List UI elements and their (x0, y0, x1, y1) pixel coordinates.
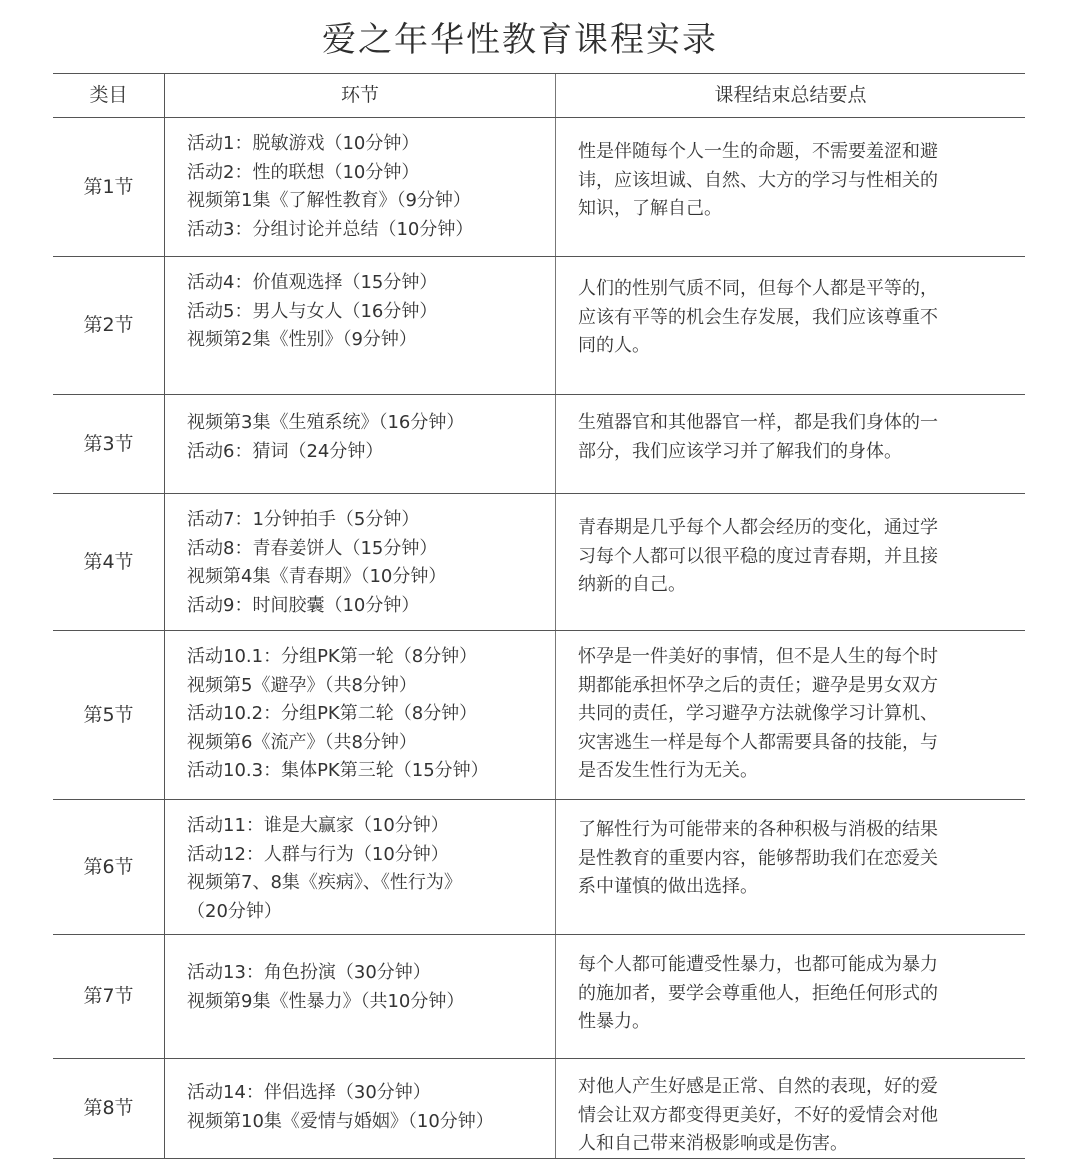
row-activities (165, 494, 556, 630)
table-row (53, 935, 1025, 1059)
row-summary (556, 395, 1025, 493)
summary-line: 部分，我们应该学习并了解我们的身体。 (578, 440, 902, 462)
table-header-row (53, 74, 1025, 118)
row-summary (556, 935, 1025, 1058)
row-category: 第2节 (53, 257, 165, 394)
activity-item: 活动10.2：分组PK第二轮（8分钟） (187, 703, 478, 724)
row-category: 第4节 (53, 494, 165, 630)
header-section: 环节 (165, 74, 556, 117)
activity-item: 视频第10集《爱情与婚姻》（10分钟） (187, 1110, 494, 1132)
row-category: 第1节 (53, 118, 165, 256)
row-summary (556, 257, 1025, 394)
summary-line: 是性教育的重要内容，能够帮助我们在恋爱关 (578, 847, 938, 869)
row-summary (556, 494, 1025, 630)
header-category: 类目 (53, 74, 165, 117)
activity-item: 视频第9集《性暴力》（共10分钟） (187, 990, 465, 1012)
row-activities (165, 1059, 556, 1158)
row-category: 第5节 (53, 631, 165, 799)
activity-item: 视频第2集《性别》（9分钟） (187, 329, 417, 350)
activity-item: 活动12：人群与行为（10分钟） (187, 843, 449, 865)
activity-item: 活动8：青春姜饼人（15分钟） (187, 537, 438, 559)
row-summary (556, 118, 1025, 256)
page-title: 爱之年华性教育课程实录 (322, 20, 718, 60)
summary-line: 性暴力。 (578, 1011, 650, 1032)
row-activities (165, 800, 556, 934)
activity-item: 视频第5《避孕》（共8分钟） (187, 674, 417, 696)
summary-line: 对他人产生好感是正常、自然的表现，好的爱 (578, 1076, 938, 1097)
table-row (53, 631, 1025, 800)
summary-line: 知识，了解自己。 (578, 198, 722, 219)
summary-line: 纳新的自己。 (578, 574, 686, 595)
activity-item: 视频第3集《生殖系统》（16分钟） (187, 412, 465, 433)
summary-line: 人们的性别气质不同，但每个人都是平等的， (578, 278, 938, 299)
row-activities (165, 631, 556, 799)
table-row (53, 118, 1025, 257)
summary-line: 人和自己带来消极影响或是伤害。 (578, 1133, 848, 1154)
summary-line: 怀孕是一件美好的事情，但不是人生的每个时 (578, 646, 938, 667)
summary-line: 了解性行为可能带来的各种积极与消极的结果 (578, 819, 938, 840)
activity-item: 活动10.3：集体PK第三轮（15分钟） (187, 760, 489, 781)
summary-line: 习每个人都可以很平稳的度过青春期，并且接 (578, 545, 938, 567)
table-row (53, 1059, 1025, 1159)
activity-item: 活动7：1分钟拍手（5分钟） (187, 509, 420, 530)
activity-item: 活动10.1：分组PK第一轮（8分钟） (187, 646, 478, 667)
row-activities (165, 395, 556, 493)
activity-item: 活动13：角色扮演（30分钟） (187, 962, 431, 983)
summary-line: 同的人。 (578, 335, 650, 356)
activity-item: 视频第1集《了解性教育》（9分钟） (187, 190, 471, 211)
row-activities (165, 118, 556, 256)
row-category: 第3节 (53, 395, 165, 493)
activity-item: 活动6：猜词（24分钟） (187, 440, 384, 462)
activity-item: 活动5：男人与女人（16分钟） (187, 300, 438, 322)
activity-item: 视频第4集《青春期》（10分钟） (187, 566, 447, 587)
activity-item: 视频第7、8集《疾病》、《性行为》 (187, 872, 462, 893)
summary-line: 青春期是几乎每个人都会经历的变化，通过学 (578, 517, 938, 538)
summary-line: 讳，应该坦诚、自然、大方的学习与性相关的 (578, 169, 938, 191)
summary-line: 期都能承担怀孕之后的责任；避孕是男女双方 (578, 674, 938, 696)
row-activities (165, 935, 556, 1058)
activity-item: 活动4：价值观选择（15分钟） (187, 272, 438, 293)
activity-item: 活动3：分组讨论并总结（10分钟） (187, 218, 474, 240)
activity-item: 活动9：时间胶囊（10分钟） (187, 594, 420, 616)
header-summary: 课程结束总结要点 (714, 84, 867, 107)
table-row (53, 800, 1025, 935)
activity-item: 视频第6《流产》（共8分钟） (187, 731, 417, 753)
row-summary (556, 800, 1025, 934)
summary-line: 情会让双方都变得更美好，不好的爱情会对他 (578, 1104, 938, 1126)
table-row (53, 494, 1025, 631)
activity-item: 活动11：谁是大赢家（10分钟） (187, 815, 449, 836)
summary-line: 灾害逃生一样是每个人都需要具备的技能，与 (578, 731, 938, 753)
activity-item: （20分钟） (187, 900, 282, 922)
summary-line: 应该有平等的机会生存发展，我们应该尊重不 (578, 306, 938, 328)
summary-line: 每个人都可能遭受性暴力，也都可能成为暴力 (578, 954, 938, 975)
row-category: 第7节 (53, 935, 165, 1058)
activity-item: 活动2：性的联想（10分钟） (187, 161, 420, 183)
table-row (53, 395, 1025, 494)
row-summary (556, 631, 1025, 799)
summary-line: 的施加者，要学会尊重他人，拒绝任何形式的 (578, 982, 938, 1004)
activity-item: 活动1：脱敏游戏（10分钟） (187, 133, 420, 154)
summary-line: 是否发生性行为无关。 (578, 760, 758, 781)
activity-item: 活动14：伴侣选择（30分钟） (187, 1082, 431, 1103)
row-activities (165, 257, 556, 394)
summary-line: 共同的责任，学习避孕方法就像学习计算机、 (578, 703, 938, 724)
course-table (53, 73, 1025, 1159)
row-category: 第6节 (53, 800, 165, 934)
table-row (53, 257, 1025, 395)
summary-line: 性是伴随每个人一生的命题，不需要羞涩和避 (578, 141, 938, 162)
summary-line: 生殖器官和其他器官一样，都是我们身体的一 (578, 412, 938, 433)
summary-line: 系中谨慎的做出选择。 (578, 876, 758, 897)
row-summary (556, 1059, 1025, 1158)
row-category: 第8节 (53, 1059, 165, 1158)
